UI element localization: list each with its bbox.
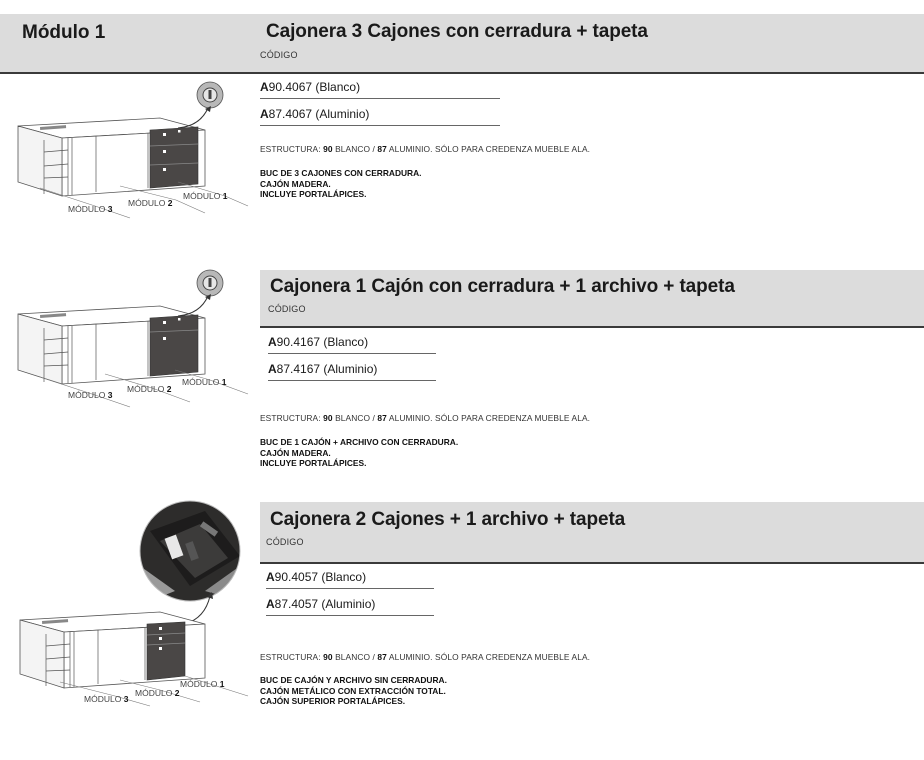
- product-1-module-2-label: MÓDULO 2: [128, 198, 173, 208]
- product-2-notes: BUC DE 1 CAJÓN + ARCHIVO CON CERRADURA. CAJÓN MADERA. INCLUYE PORTALÁPICES.: [260, 437, 459, 468]
- product-1-module-3-label: MÓDULO 3: [68, 204, 113, 214]
- product-3-module-1-label: MÓDULO 1: [180, 679, 225, 689]
- product-2-module-1-label: MÓDULO 1: [182, 377, 227, 387]
- product-2-module-3-label: MÓDULO 3: [68, 390, 113, 400]
- product-1-title: Cajonera 3 Cajones con cerradura + tapeta: [266, 21, 648, 42]
- product-3-codigo-label: CÓDIGO: [266, 537, 304, 547]
- product-2-module-2-label: MÓDULO 2: [127, 384, 172, 394]
- product-1-code-blanco: A90.4067 (Blanco): [260, 80, 500, 99]
- product-2-structure: ESTRUCTURA: 90 BLANCO / 87 ALUMINIO. SÓLO PARA CREDENZA MUEBLE ALA.: [260, 413, 591, 423]
- product-2-title: Cajonera 1 Cajón con cerradura + 1 archivo + tapeta: [270, 276, 735, 297]
- product-3-module-3-label: MÓDULO 3: [84, 694, 129, 704]
- drawer-detail-photo: [140, 501, 240, 601]
- product-1-module-1-label: MÓDULO 1: [183, 191, 228, 201]
- product-1-illustration: [0, 78, 255, 228]
- product-3-title: Cajonera 2 Cajones + 1 archivo + tapeta: [270, 509, 626, 530]
- product-1-structure: ESTRUCTURA: 90 BLANCO / 87 ALUMINIO. SÓLO PARA CREDENZA MUEBLE ALA.: [260, 144, 591, 154]
- product-2-code-blanco: A90.4167 (Blanco): [268, 335, 436, 354]
- product-1-code-aluminio: A87.4067 (Aluminio): [260, 107, 500, 126]
- product-1-notes: BUC DE 3 CAJONES CON CERRADURA. CAJÓN MADERA. INCLUYE PORTALÁPICES.: [260, 168, 422, 199]
- product-1-codigo-label: CÓDIGO: [260, 50, 298, 60]
- product-2-illustration: [0, 264, 255, 414]
- product-3-illustration: [0, 496, 255, 716]
- product-3-code-blanco: A90.4057 (Blanco): [266, 570, 434, 589]
- product-3-notes: BUC DE CAJÓN Y ARCHIVO SIN CERRADURA. CAJÓN METÁLICO CON EXTRACCIÓN TOTAL. CAJÓN SUPERIOR PORTALÁPICES.: [260, 675, 447, 706]
- product-3-code-aluminio: A87.4057 (Aluminio): [266, 597, 434, 616]
- product-3-module-2-label: MÓDULO 2: [135, 688, 180, 698]
- product-2-code-aluminio: A87.4167 (Aluminio): [268, 362, 436, 381]
- product-3-structure: ESTRUCTURA: 90 BLANCO / 87 ALUMINIO. SÓLO PARA CREDENZA MUEBLE ALA.: [260, 652, 591, 662]
- product-2-codigo-label: CÓDIGO: [268, 304, 306, 314]
- module-title: Módulo 1: [22, 22, 106, 43]
